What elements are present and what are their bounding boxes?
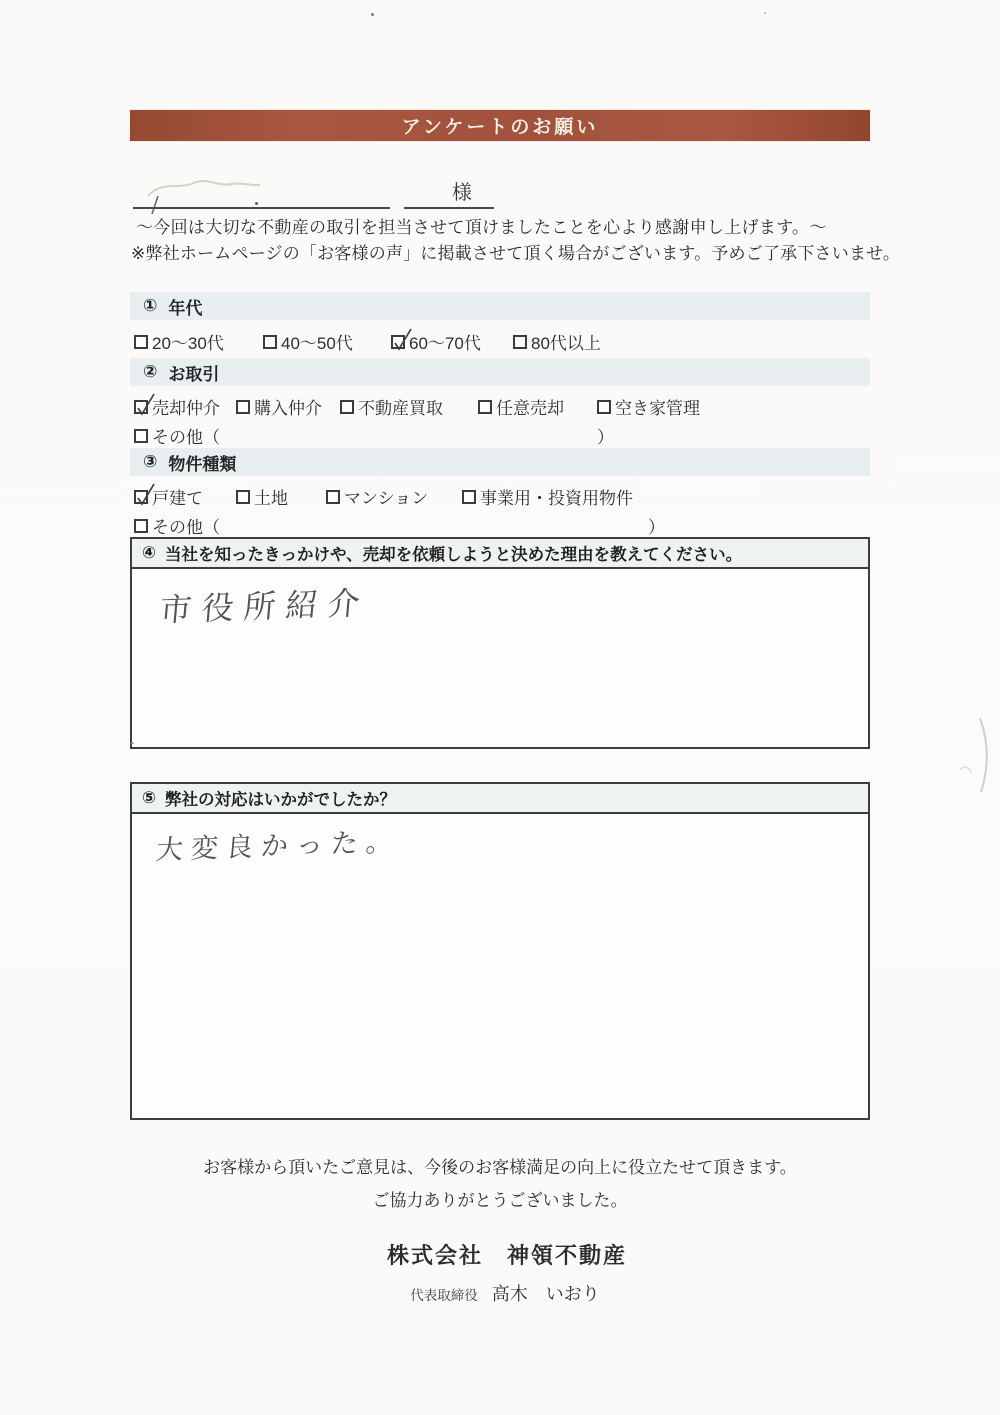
- question-header: [132, 539, 868, 569]
- footer-thanks-line1: お客様から頂いたご意見は、今後のお客様満足の向上に役立たせて頂きます。: [203, 1158, 797, 1177]
- check-mark-icon: [389, 325, 415, 353]
- section-number: ③: [143, 452, 158, 471]
- checkbox[interactable]: [236, 400, 250, 414]
- addressee-name-line[interactable]: [133, 207, 390, 209]
- checkbox-property-purchase[interactable]: [340, 394, 443, 419]
- section-age-header: [130, 292, 870, 320]
- company-name: 株式会社 神領不動産: [386, 1243, 627, 1268]
- option-label: 事業用・投資用物件: [480, 489, 633, 508]
- checkbox[interactable]: [462, 490, 476, 504]
- checkbox-age-20-30[interactable]: [134, 329, 224, 354]
- notice-line: ※弊社ホームページの「お客様の声」に掲載させて頂く場合がございます。予めご了承下さいませ。: [131, 244, 901, 263]
- section-property-type-header: [130, 448, 870, 476]
- checkbox[interactable]: [478, 400, 492, 414]
- section-title: 物件種類: [168, 454, 237, 474]
- option-label: 戸建て: [152, 489, 203, 508]
- question-text: 弊社の対応はいかがでしたか？: [164, 791, 396, 809]
- question-text: 当社を知ったきっかけや、売却を依頼しようと決めた理由を教えてください。: [164, 546, 743, 564]
- checkbox[interactable]: [134, 490, 148, 504]
- checkbox[interactable]: [134, 400, 148, 414]
- checkbox[interactable]: [513, 335, 527, 349]
- option-label: 40～50代: [281, 334, 353, 353]
- checkbox-voluntary-sale[interactable]: [478, 394, 564, 419]
- option-label: 20～30代: [152, 334, 224, 353]
- section-transaction-header: [130, 358, 870, 386]
- title-banner: [130, 110, 870, 141]
- question-number: ⑤: [142, 789, 156, 807]
- handwritten-answer: 大変良かった。: [154, 826, 403, 867]
- scan-speck: [255, 202, 258, 205]
- checkbox-age-40-50[interactable]: [263, 329, 353, 354]
- checkbox-land[interactable]: [236, 484, 288, 509]
- pen-mark-artifact: [948, 712, 998, 802]
- option-label: 売却仲介: [152, 399, 220, 418]
- checkbox-purchase-brokerage[interactable]: [236, 394, 322, 419]
- checkbox[interactable]: [134, 429, 148, 443]
- question-box-reason: [130, 537, 870, 749]
- checkbox[interactable]: [134, 519, 148, 533]
- question-box-service-feedback: [130, 782, 870, 1120]
- checkbox[interactable]: [391, 335, 405, 349]
- checkbox-detached-house[interactable]: [134, 484, 203, 509]
- option-label: その他: [152, 428, 203, 447]
- section-number: ①: [143, 296, 158, 315]
- representative-line: [0, 1280, 1000, 1306]
- addressee-suffix: 様: [452, 182, 472, 204]
- greeting-line: ～今回は大切な不動産の取引を担当させて頂けましたことを心より感謝申し上げます。～: [136, 218, 827, 237]
- checkbox-sale-brokerage[interactable]: [134, 394, 220, 419]
- option-label: 購入仲介: [254, 399, 322, 418]
- checkbox[interactable]: [236, 490, 250, 504]
- other-close-paren: ）: [597, 428, 614, 447]
- checkbox[interactable]: [326, 490, 340, 504]
- checkbox[interactable]: [263, 335, 277, 349]
- checkbox-transaction-other[interactable]: [134, 423, 220, 448]
- section-title: お取引: [168, 364, 220, 384]
- checkbox[interactable]: [134, 335, 148, 349]
- option-label: 空き家管理: [615, 399, 700, 418]
- other-open-paren: （: [203, 518, 220, 537]
- checkbox[interactable]: [597, 400, 611, 414]
- handwritten-answer: 市役所紹介: [158, 583, 372, 630]
- checkbox-property-other[interactable]: [134, 513, 220, 538]
- form-title: アンケートのお願い: [401, 117, 599, 138]
- representative-title: 代表取締役: [410, 1288, 478, 1303]
- footer-thanks-line2: ご協力ありがとうございました。: [372, 1191, 628, 1210]
- checkbox-vacant-house-management[interactable]: [597, 394, 700, 419]
- scan-speck: [371, 13, 374, 16]
- option-label: 不動産買取: [358, 399, 443, 418]
- section-title: 年代: [168, 298, 203, 318]
- addressee-suffix-line: [404, 207, 494, 209]
- option-label: 80代以上: [531, 334, 601, 353]
- option-label: 60～70代: [409, 334, 481, 353]
- other-close-paren: ）: [648, 518, 665, 537]
- question-number: ④: [142, 544, 156, 562]
- scan-speck: [764, 12, 766, 14]
- option-label: 土地: [254, 489, 288, 508]
- section-number: ②: [143, 362, 158, 381]
- option-label: その他: [152, 518, 203, 537]
- scan-speck: [131, 742, 134, 744]
- checkbox-business-investment-property[interactable]: [462, 484, 633, 509]
- option-label: 任意売却: [496, 399, 564, 418]
- check-mark-icon: [132, 390, 158, 418]
- checkbox-condo[interactable]: [326, 484, 428, 509]
- checkbox[interactable]: [340, 400, 354, 414]
- representative-name: 高木 いおり: [491, 1284, 600, 1304]
- checkbox-age-60-70[interactable]: [391, 329, 481, 354]
- other-open-paren: （: [203, 428, 220, 447]
- answer-area-service-feedback[interactable]: [132, 814, 868, 1118]
- question-header: [132, 784, 868, 814]
- check-mark-icon: [132, 480, 158, 508]
- option-label: マンション: [344, 489, 429, 508]
- checkbox-age-80-plus[interactable]: [513, 329, 601, 354]
- answer-area-reason[interactable]: [132, 569, 868, 747]
